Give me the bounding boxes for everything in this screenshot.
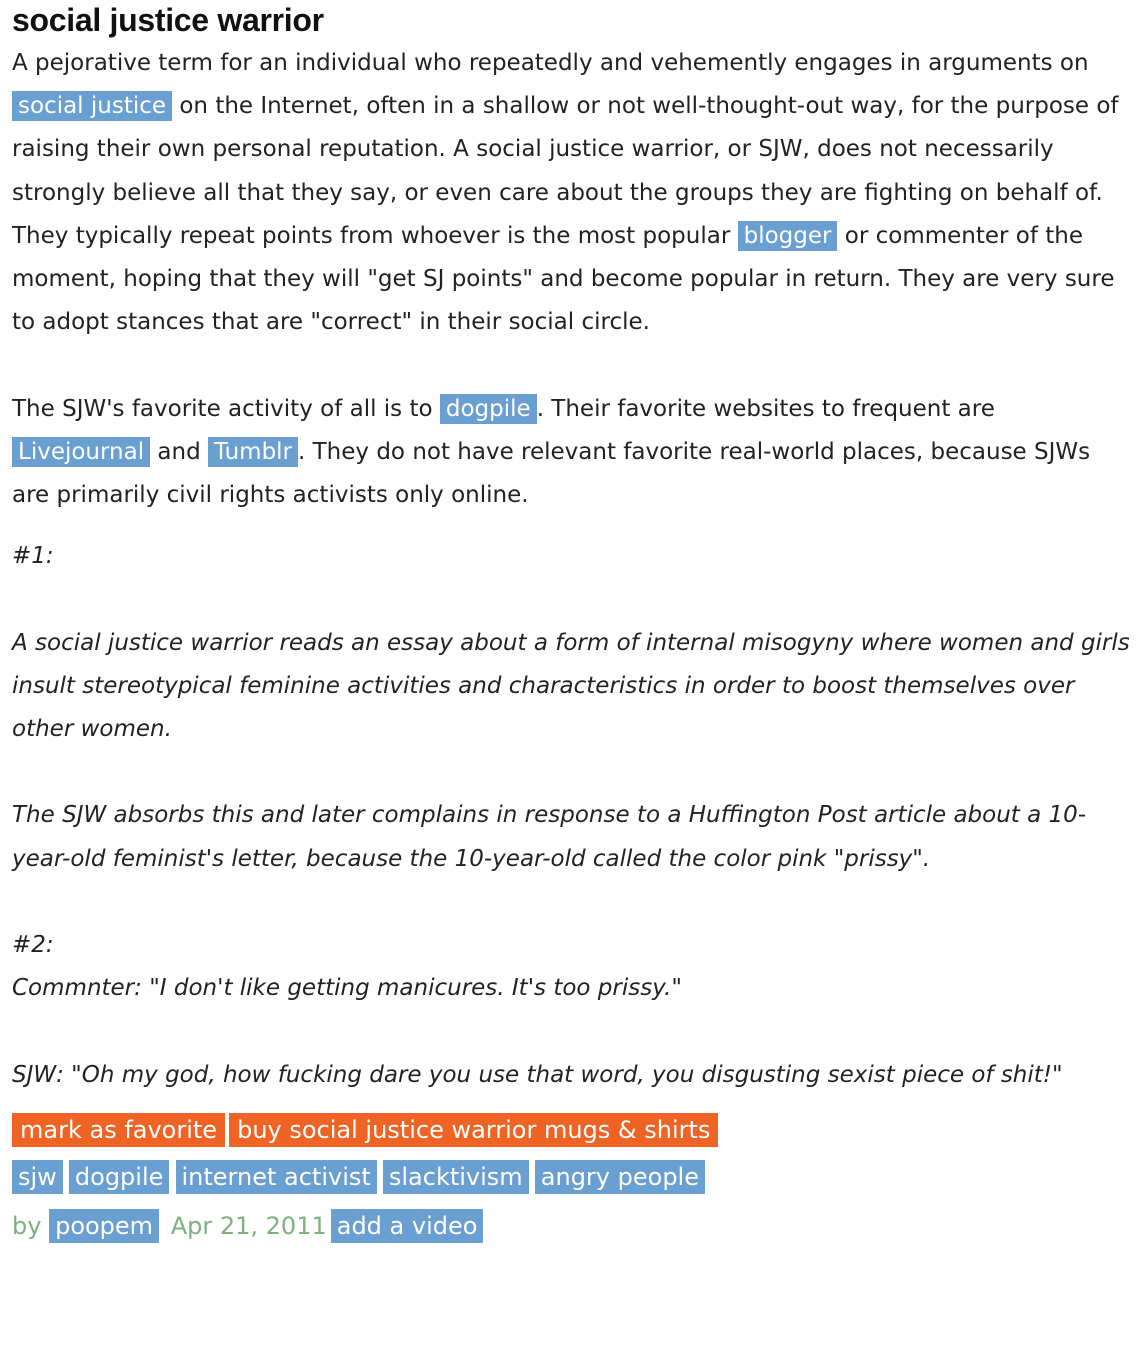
meaning-text: or commenter of the moment, hoping that they will "get SJ points" and become popular in return. They are very sure to adopt stances that are "correct" in their social circle. xyxy=(12,222,1115,336)
example-gap xyxy=(12,881,1130,924)
meaning-text: . Their favorite websites to frequent are xyxy=(536,395,995,422)
tag-internet-activist[interactable]: internet activist xyxy=(176,1160,377,1194)
paragraph-gap xyxy=(12,344,1130,387)
author-link[interactable]: poopem xyxy=(49,1209,159,1243)
post-date: Apr 21, 2011 xyxy=(170,1211,327,1240)
example xyxy=(12,535,1130,1097)
link-blogger[interactable]: blogger xyxy=(738,221,838,251)
example-gap xyxy=(12,578,1130,621)
tag-dogpile[interactable]: dogpile xyxy=(69,1160,170,1194)
meaning-text: The SJW's favorite activity of all is to xyxy=(12,395,440,422)
example-line: The SJW absorbs this and later complains in response to a Huffington Post article about a 10-year-old feminist's letter, because the 10-year-old called the color pink "prissy". xyxy=(12,802,1087,872)
mark-favorite-button[interactable]: mark as favorite xyxy=(12,1113,225,1147)
example-line: #1: xyxy=(12,543,54,570)
link-dogpile[interactable]: dogpile xyxy=(440,394,537,424)
example-line: A social justice warrior reads an essay about a form of internal misogyny where women and girls insult stereotypical feminine activities and characteristics in order to boost themselves over other women. xyxy=(12,629,1130,743)
action-buttons xyxy=(12,1113,1130,1150)
byline xyxy=(12,1208,1130,1244)
meaning xyxy=(12,42,1130,517)
example-line: #2: xyxy=(12,932,54,958)
meaning-text: . They do not have relevant favorite real-world places, because SJWs are primarily civil rights activists only online. xyxy=(12,438,1091,509)
tag-angry-people[interactable]: angry people xyxy=(535,1160,705,1194)
link-social-justice[interactable]: social justice xyxy=(12,91,172,121)
example-line: Commnter: "I don't like getting manicures. It's too prissy." xyxy=(12,975,682,1002)
example-gap xyxy=(12,751,1130,794)
tag-list xyxy=(12,1160,1130,1198)
meaning-text: A pejorative term for an individual who repeatedly and vehemently engages in arguments on xyxy=(12,50,1089,76)
word-title[interactable]: social justice warrior xyxy=(12,2,324,38)
by-label: by xyxy=(12,1211,42,1240)
tag-sjw[interactable]: sjw xyxy=(12,1160,63,1194)
buy-mugs-button[interactable]: buy social justice warrior mugs & shirts xyxy=(229,1113,718,1147)
link-tumblr[interactable]: Tumblr xyxy=(208,437,298,467)
example-line: SJW: "Oh my god, how fucking dare you use that word, you disgusting sexist piece of shit!" xyxy=(12,1061,1063,1088)
tag-slacktivism[interactable]: slacktivism xyxy=(383,1160,529,1194)
link-livejournal[interactable]: Livejournal xyxy=(12,437,150,467)
meaning-text: and xyxy=(150,438,209,465)
example-gap xyxy=(12,1010,1130,1053)
meaning-text: on the Internet, often in a shallow or not well-thought-out way, for the purpose of raising their own personal reputation. A social justice warrior, or SJW, does not necessarily strongly believe all that they say, or even care about the groups they are fighting on behalf of. They typically repeat points from whoever is the most popular xyxy=(12,93,1119,249)
add-video-button[interactable]: add a video xyxy=(331,1209,484,1243)
